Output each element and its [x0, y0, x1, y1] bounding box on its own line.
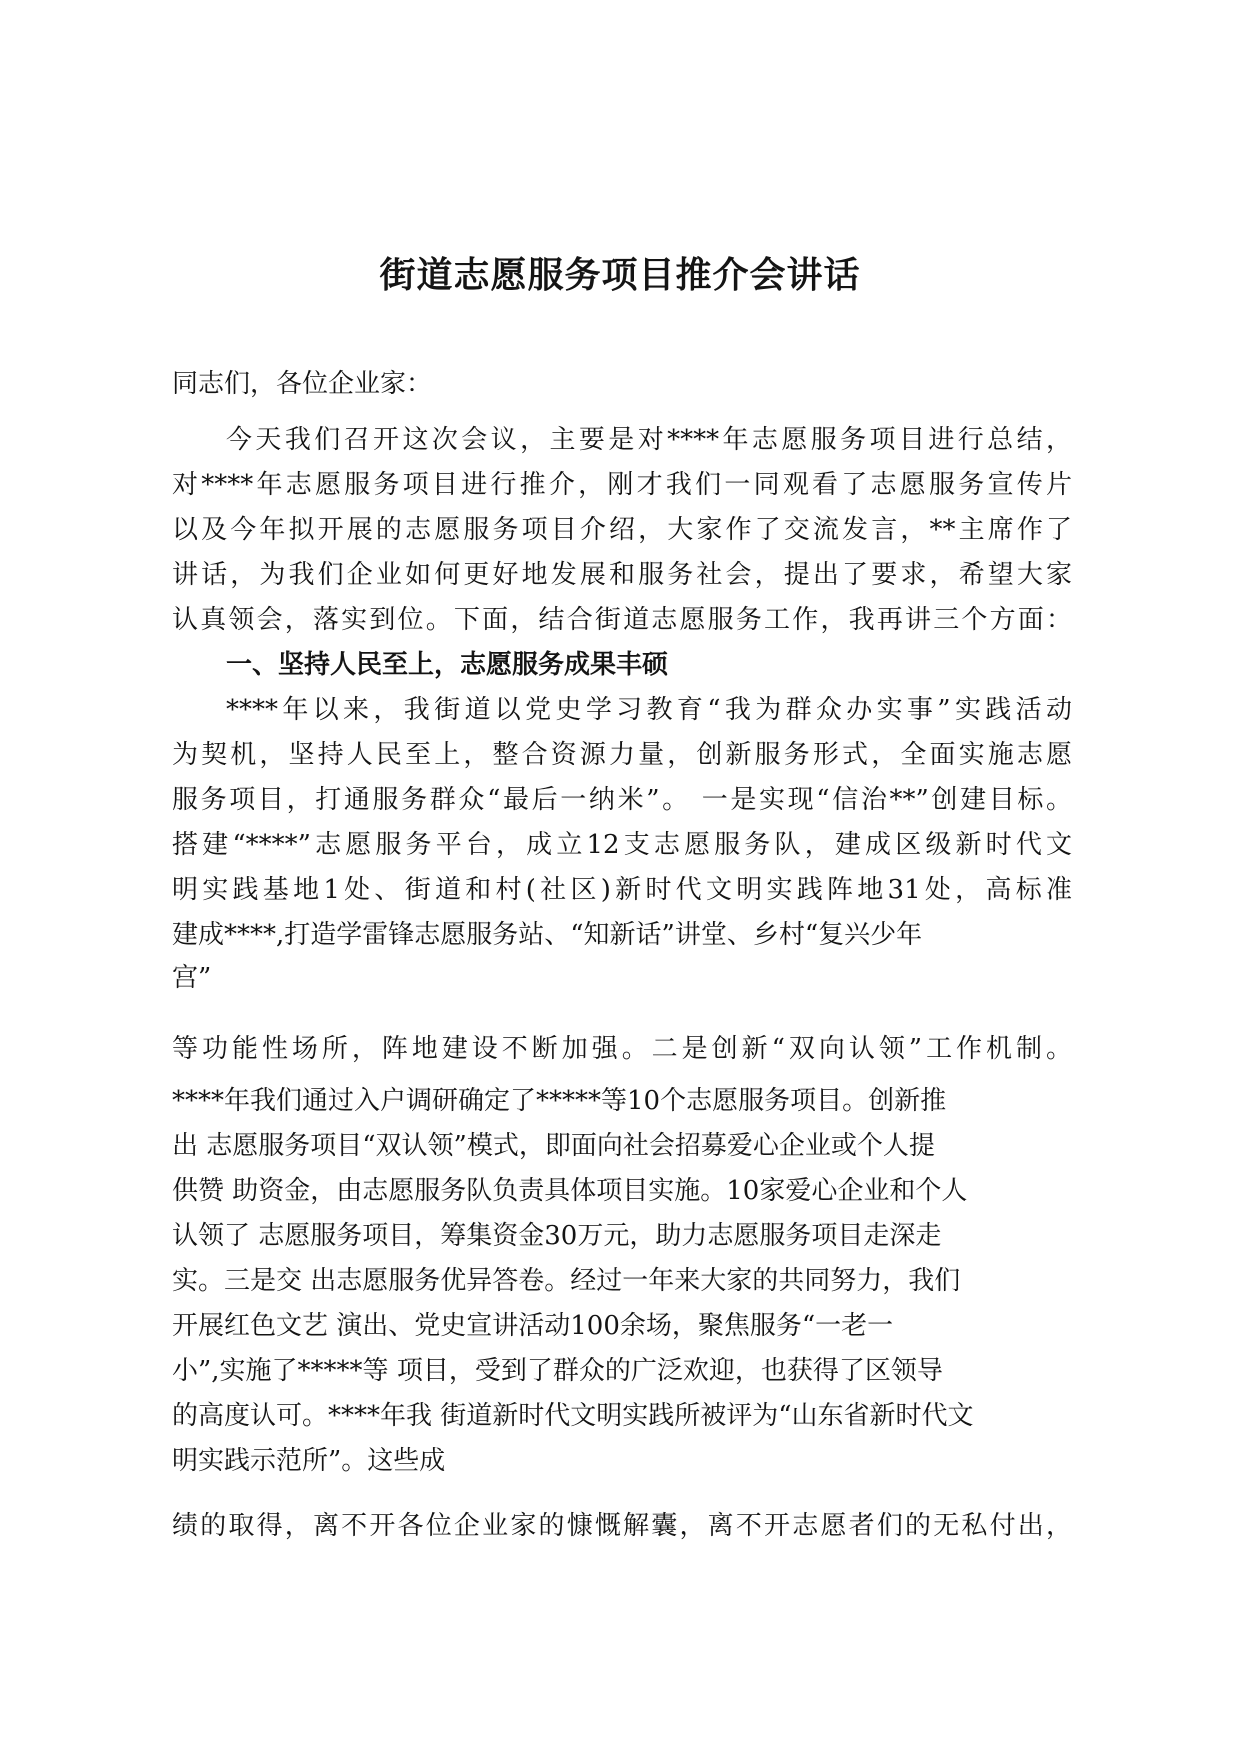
body-line: 以及今年拟开展的志愿服务项目介绍，大家作了交流发言，**主席作了	[172, 515, 1072, 545]
body-line: 开展红色文艺 演出、党史宣讲活动100余场，聚焦服务“一老一	[172, 1311, 894, 1341]
body-line: 的高度认可。****年我 街道新时代文明实践所被评为“山东省新时代文	[172, 1401, 974, 1431]
body-line: 绩的取得，离不开各位企业家的慷慨解囊，离不开志愿者们的无私付出，	[172, 1511, 1072, 1541]
body-line: 实。三是交 出志愿服务优异答卷。经过一年来大家的共同努力，我们	[172, 1266, 961, 1296]
body-line: 等功能性场所，阵地建设不断加强。二是创新“双向认领”工作机制。	[172, 1034, 1072, 1064]
section-heading: 一、坚持人民至上，志愿服务成果丰硕	[226, 650, 669, 680]
body-line: 宫”	[172, 963, 212, 993]
body-line: 讲话，为我们企业如何更好地发展和服务社会，提出了要求，希望大家	[172, 560, 1072, 590]
document-title: 街道志愿服务项目推介会讲话	[379, 255, 861, 296]
body-line: 明实践示范所”。这些成	[172, 1446, 446, 1476]
body-line: 搭建“****”志愿服务平台，成立12支志愿服务队，建成区级新时代文	[172, 830, 1072, 860]
body-line: 小”,实施了*****等 项目，受到了群众的广泛欢迎，也获得了区领导	[172, 1356, 943, 1386]
body-line: ****年我们通过入户调研确定了*****等10个志愿服务项目。创新推	[172, 1086, 947, 1116]
body-line: 供赞 助资金，由志愿服务队负责具体项目实施。10家爱心企业和个人	[172, 1176, 968, 1206]
body-line: 为契机，坚持人民至上，整合资源力量，创新服务形式，全面实施志愿	[172, 740, 1072, 770]
salutation-line: 同志们，各位企业家：	[172, 369, 433, 399]
body-line: 出 志愿服务项目“双认领”模式，即面向社会招募爱心企业或个人提	[172, 1131, 935, 1161]
body-line: 认真领会，落实到位。下面，结合街道志愿服务工作，我再讲三个方面：	[172, 605, 1072, 635]
body-line: 对****年志愿服务项目进行推介，刚才我们一同观看了志愿服务宣传片	[172, 470, 1072, 500]
body-line: 认领了 志愿服务项目，筹集资金30万元，助力志愿服务项目走深走	[172, 1221, 942, 1251]
body-line: ****年以来，我街道以党史学习教育“我为群众办实事”实践活动	[226, 695, 1072, 725]
body-line: 服务项目，打通服务群众“最后一纳米”。 一是实现“信治**”创建目标。	[172, 785, 1072, 815]
body-line: 建成****,打造学雷锋志愿服务站、“知新话”讲堂、乡村“复兴少年	[172, 920, 923, 950]
body-line: 明实践基地1处、街道和村(社区)新时代文明实践阵地31处，高标准	[172, 875, 1072, 905]
body-line: 今天我们召开这次会议，主要是对****年志愿服务项目进行总结，	[226, 425, 1072, 455]
